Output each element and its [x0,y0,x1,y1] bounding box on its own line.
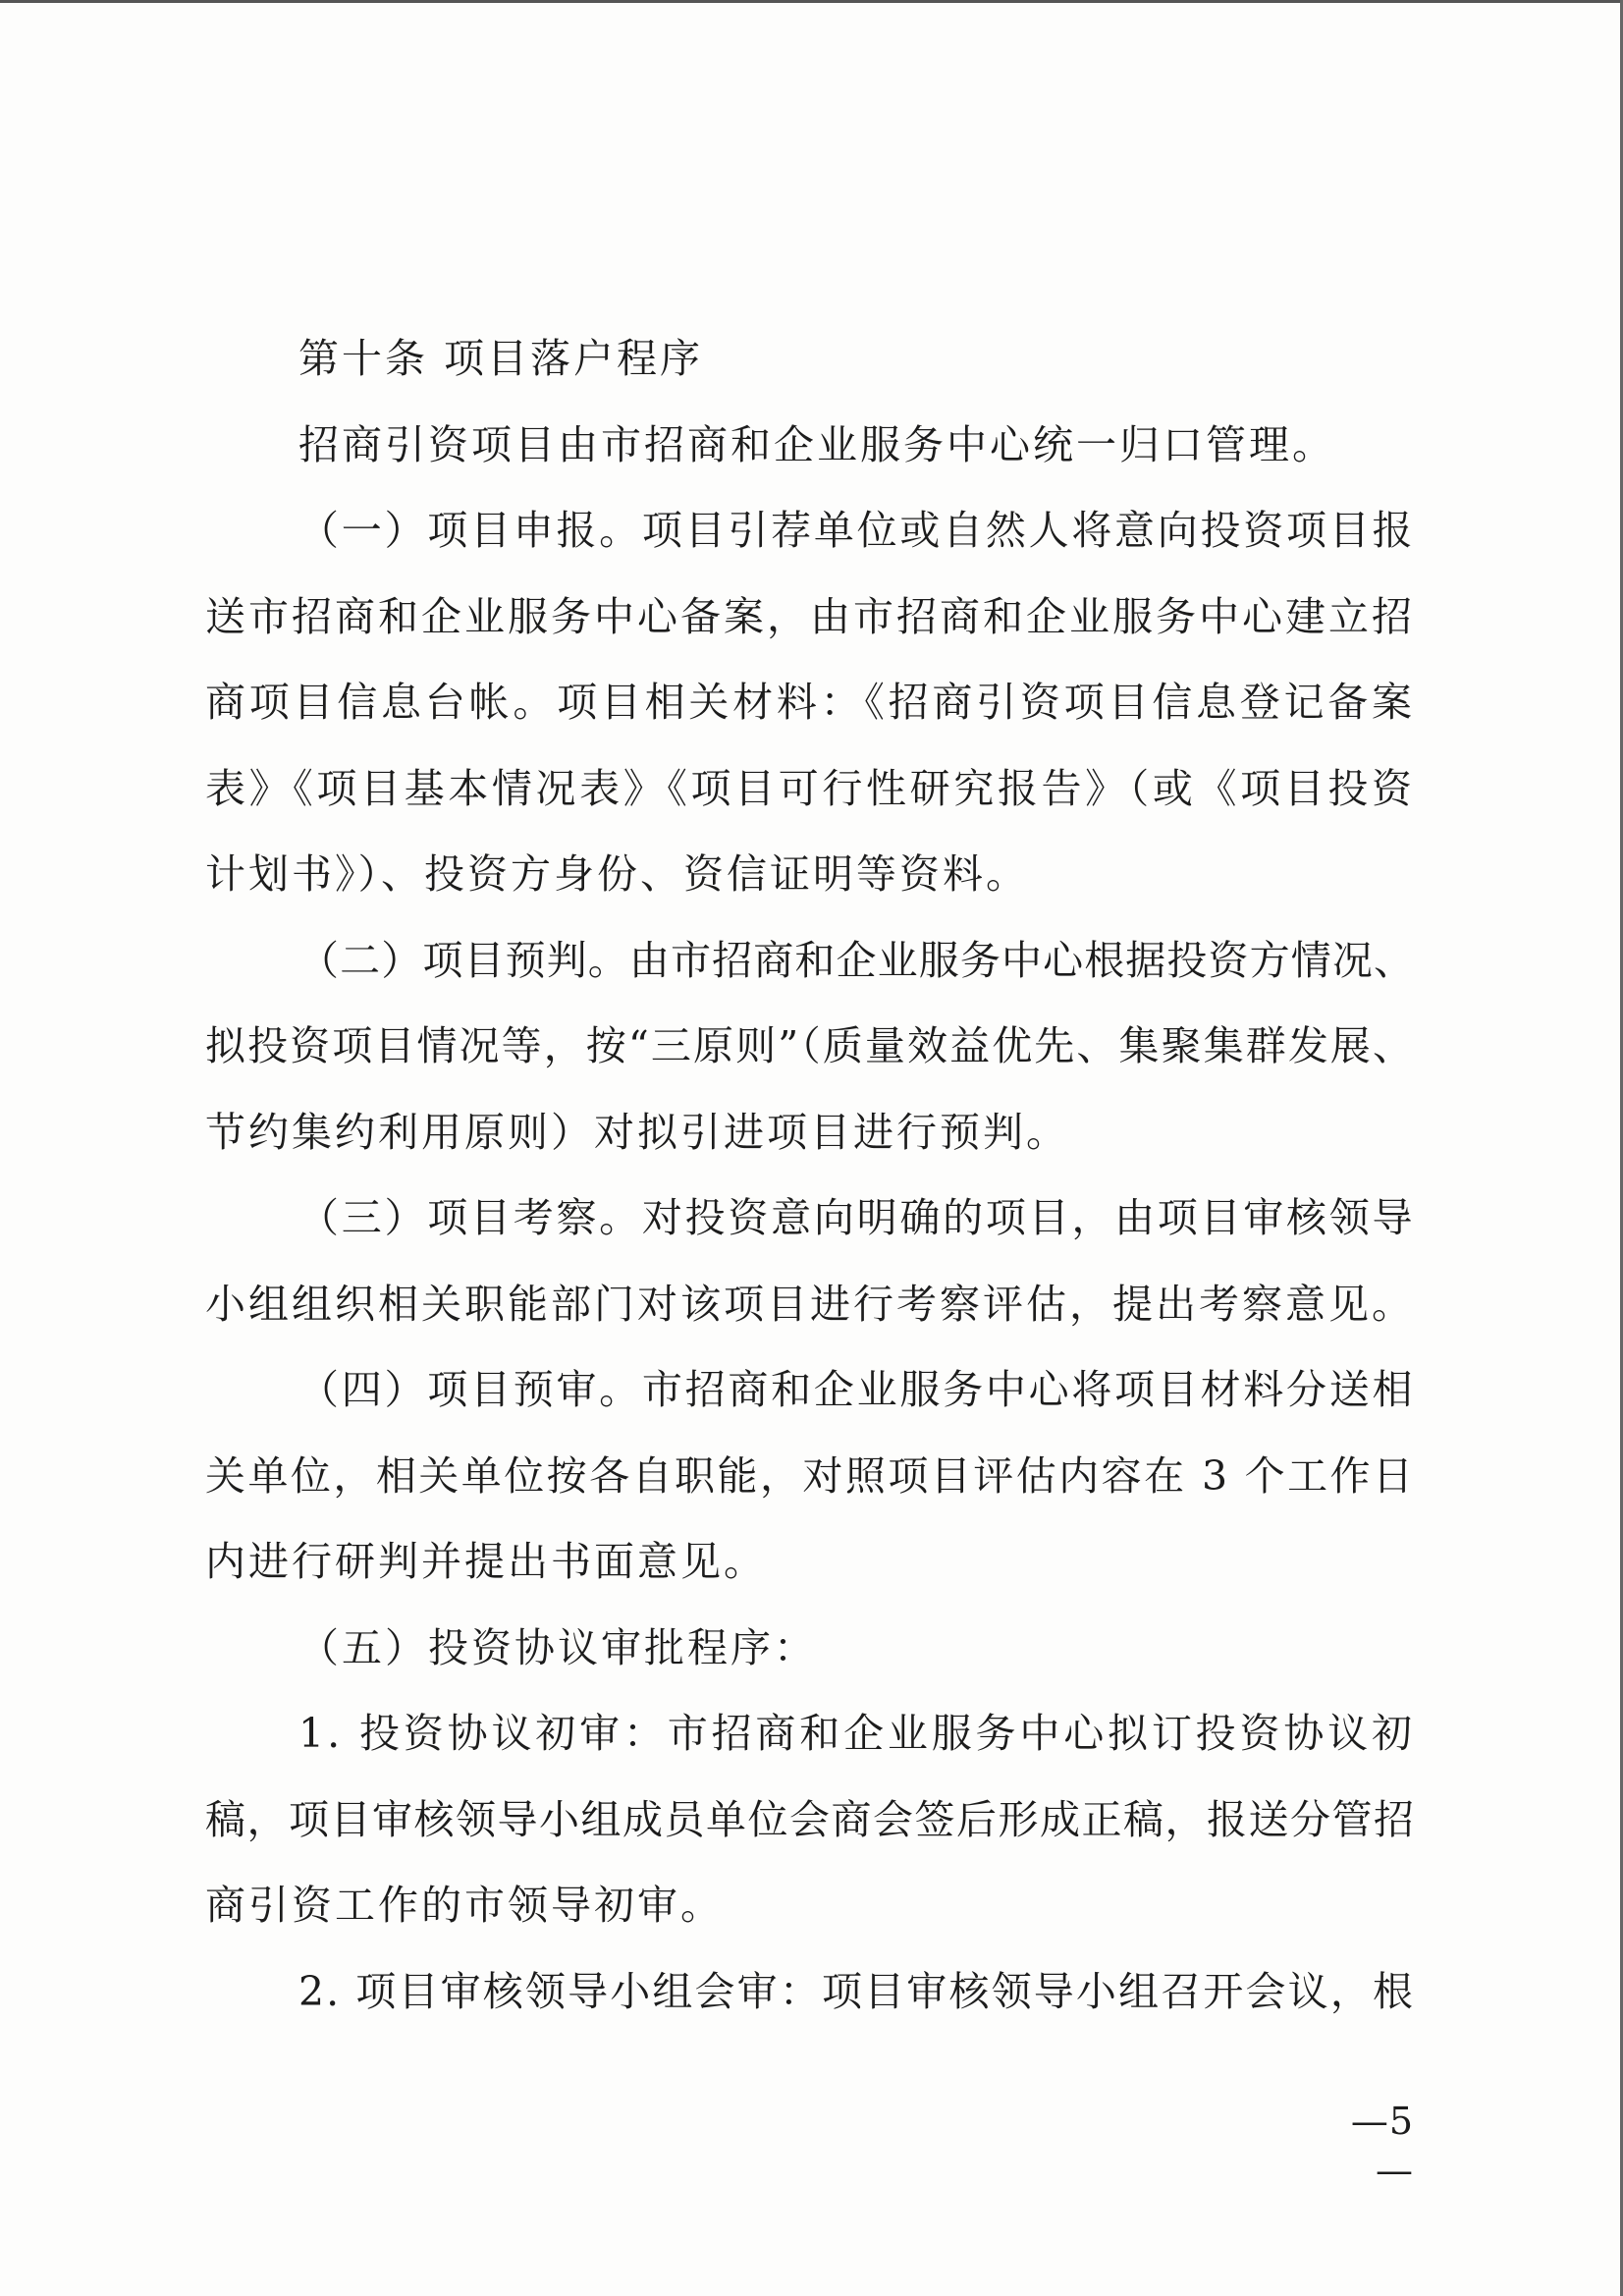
text-line: 招商引资项目由市招商和企业服务中心统一归口管理。 [298,420,1335,468]
text-line: 商引资工作的市领导初审。 [205,1882,724,1929]
page-number: —5— [1350,2100,1414,2192]
text-line: 表》《项目基本情况表》《项目可行性研究报告》（或《项目投资 [205,764,1415,812]
text-line: 1. 投资协议初审：市招商和企业服务中心拟订投资协议初 [298,1710,1415,1757]
text-line: 送市招商和企业服务中心备案，由市招商和企业服务中心建立招 [205,592,1415,640]
text-line: 计划书》）、投资方身份、资信证明等资料。 [205,850,1029,898]
text-line: 拟投资项目情况等，按“三原则”（质量效益优先、集聚集群发展、 [205,1022,1415,1069]
text-line: （四）项目预审。市招商和企业服务中心将项目材料分送相 [298,1366,1415,1413]
text-line: 关单位，相关单位按各自职能，对照项目评估内容在 3 个工作日 [205,1451,1415,1500]
text-line: 稿，项目审核领导小组成员单位会商会签后形成正稿，报送分管招 [205,1795,1416,1843]
body-text [205,316,1415,2035]
text-line: 内进行研判并提出书面意见。 [205,1538,767,1585]
text-line: 节约集约利用原则）对拟引进项目进行预判。 [205,1108,1069,1156]
scan-edge-top [0,0,1623,3]
text-line: 商项目信息台帐。项目相关材料：《招商引资项目信息登记备案 [205,679,1415,726]
text-line: （三）项目考察。对投资意向明确的项目，由项目审核领导 [298,1194,1415,1241]
text-line: （二）项目预判。由市招商和企业服务中心根据投资方情况、 [298,936,1415,984]
text-line: （一）项目申报。项目引荐单位或自然人将意向投资项目报 [298,507,1415,554]
text-line: （五）投资协议审批程序： [298,1623,817,1671]
text-line: 2. 项目审核领导小组会审：项目审核领导小组召开会议，根 [298,1967,1415,2015]
text-line: 第十条 项目落户程序 [298,335,704,382]
text-line: 小组组织相关职能部门对该项目进行考察评估，提出考察意见。 [205,1280,1415,1328]
